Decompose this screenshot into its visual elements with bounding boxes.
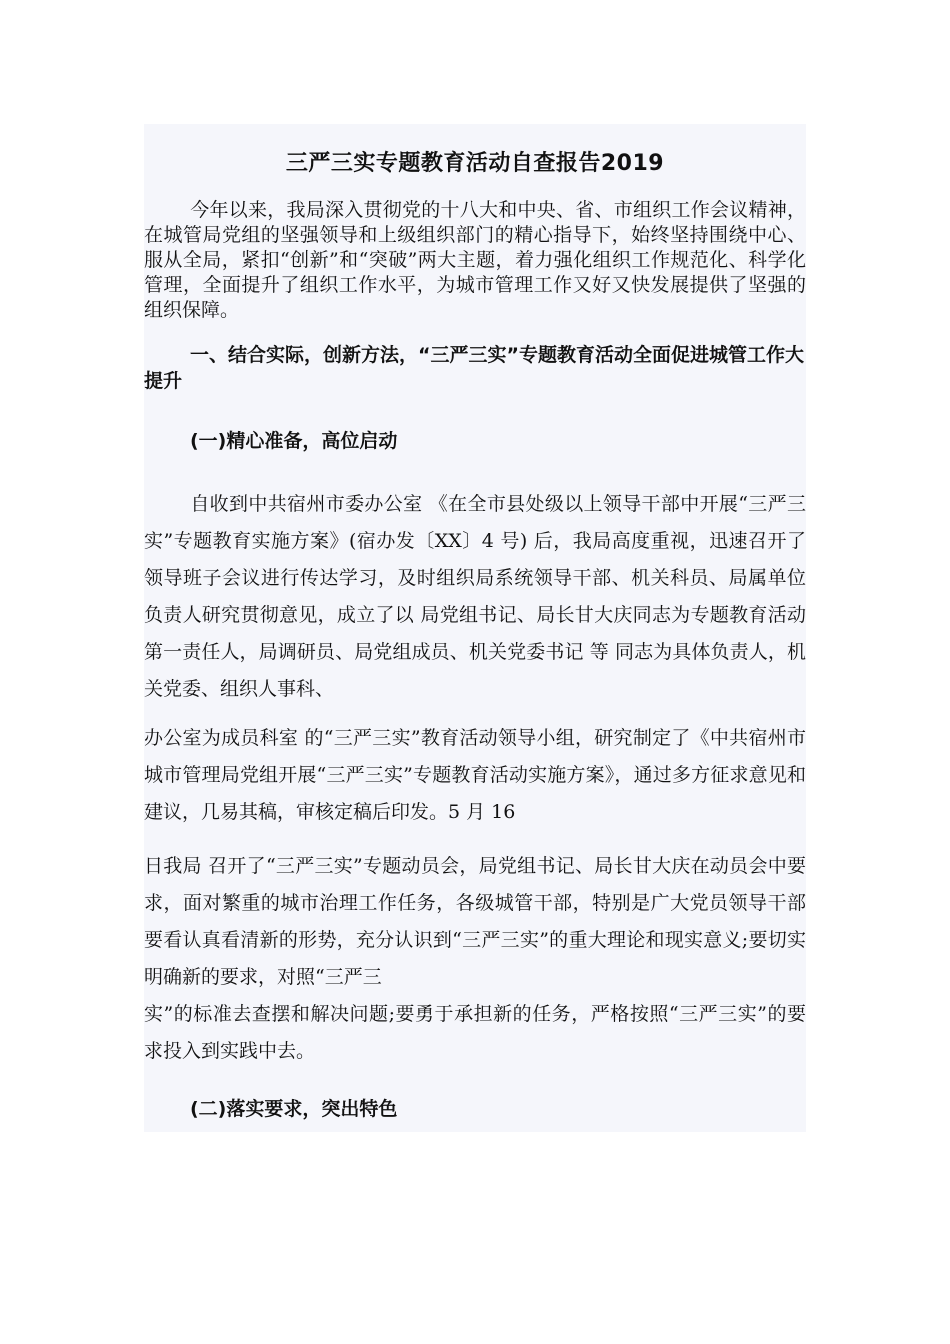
- document-title: 三严三实专题教育活动自查报告2019: [285, 150, 665, 176]
- body-paragraph-2-text: 自收到中共宿州市委办公室 《在全市县处级以上领导干部中开展“三严三实”专题教育实施方案》(宿办发〔XX〕4 号) 后，我局高度重视，迅速召开了领导班子会议进行传达学习，及时组织局系统领导干部、机关科员、局属单位负责人研究贯彻意见，成立了以 局党组书记、局长甘大庆同志为专题教育活动第一责任人，局调研员、局党组成员、机关党委书记 等 同志为具体负责人，机关党委、组织人事科、: [144, 493, 806, 700]
- intro-paragraph: [144, 198, 806, 323]
- body-paragraph-5: 实”的标准去查摆和解决问题;要勇于承担新的任务，严格按照“三严三实”的要求投入到实践中去。: [144, 1003, 806, 1062]
- body-paragraph-4: 日我局 召开了“三严三实”专题动员会，局党组书记、局长甘大庆在动员会中要求，面对繁重的城市治理工作任务，各级城管干部，特别是广大党员领导干部要看认真看清新的形势，充分认识到“三严三实”的重大理论和现实意义;要切实明确新的要求，对照“三严三: [144, 855, 806, 988]
- intro-text: 今年以来，我局深入贯彻党的十八大和中央、省、市组织工作会议精神，在城管局党组的坚强领导和上级组织部门的精心指导下，始终坚持围绕中心、服从全局，紧扣“创新”和“突破”两大主题，着力强化组织工作规范化、科学化管理，全面提升了组织工作水平，为城市管理工作又好又快发展提供了坚强的组织保障。: [144, 199, 806, 321]
- subsection-heading-2: (二)落实要求，突出特色: [190, 1098, 398, 1120]
- section-heading-1: [144, 342, 806, 394]
- body-paragraph-3: 办公室为成员科室 的“三严三实”教育活动领导小组，研究制定了《中共宿州市城市管理局党组开展“三严三实”专题教育活动实施方案》，通过多方征求意见和建议，几易其稿，审核定稿后印发。5 月 16: [144, 727, 806, 823]
- section-heading-1-text: 一、结合实际，创新方法，“三严三实”专题教育活动全面促进城管工作大提升: [144, 344, 804, 392]
- body-paragraph-2: [144, 486, 806, 708]
- subsection-heading-1: (一)精心准备，高位启动: [190, 430, 398, 452]
